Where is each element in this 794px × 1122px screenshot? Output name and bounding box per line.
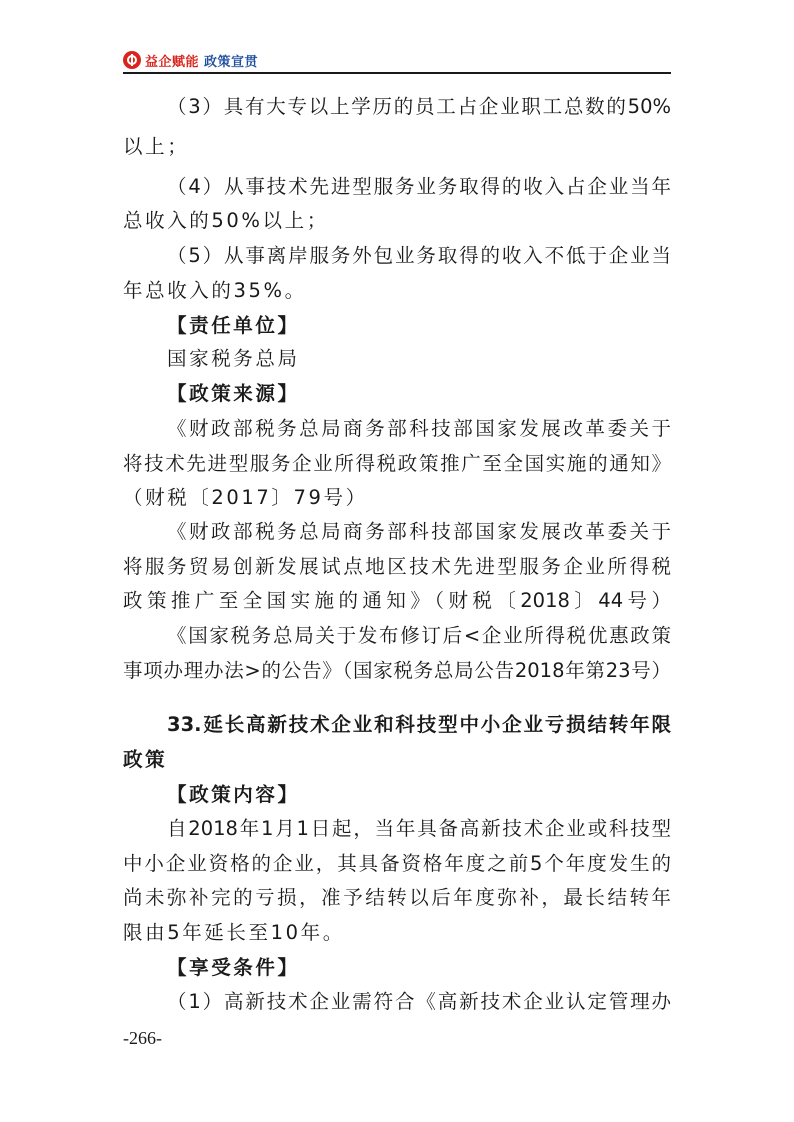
source-3-line-1: 《国家税务总局关于发布修订后<企业所得税优惠政策 bbox=[167, 624, 671, 647]
source-2-line-1: 《财政部税务总局商务部科技部国家发展改革委关于 bbox=[167, 520, 671, 543]
source-1-line-3: （财税〔2017〕79号） bbox=[123, 486, 368, 509]
condition-3-line-2: 以上； bbox=[123, 135, 190, 158]
source-1-line-1: 《财政部税务总局商务部科技部国家发展改革委关于 bbox=[167, 417, 671, 440]
policy-content-line-1: 自2018年1月1日起，当年具备高新技术企业或科技型 bbox=[167, 817, 671, 840]
source-2-line-2: 将服务贸易创新发展试点地区技术先进型服务企业所得税 bbox=[123, 555, 671, 578]
article-33-title-line-1: 33.延长高新技术企业和科技型中小企业亏损结转年限 bbox=[167, 713, 671, 736]
section-heading-policy-source: 【政策来源】 bbox=[167, 382, 300, 405]
section-heading-responsible-unit: 【责任单位】 bbox=[167, 314, 300, 337]
conditions-line-1: （1）高新技术企业需符合《高新技术企业认定管理办 bbox=[167, 990, 671, 1013]
logo-text-red: 益企赋能 bbox=[145, 54, 200, 70]
source-2-line-3: 政策推广至全国实施的通知》（财税〔2018〕44号） bbox=[123, 589, 671, 612]
brand-logo bbox=[123, 50, 258, 70]
logo-emblem-icon bbox=[123, 51, 141, 69]
source-3-line-2: 事项办理办法>的公告》（国家税务总局公告2018年第23号） bbox=[123, 659, 671, 682]
source-1-line-2: 将技术先进型服务企业所得税政策推广至全国实施的通知》 bbox=[123, 452, 671, 475]
condition-5-line-1: （5）从事离岸服务外包业务取得的收入不低于企业当 bbox=[167, 244, 671, 267]
condition-4-line-2: 总收入的50%以上； bbox=[123, 209, 329, 232]
condition-4-line-1: （4）从事技术先进型服务业务取得的收入占企业当年 bbox=[167, 175, 671, 198]
logo-text bbox=[145, 51, 258, 70]
page-header bbox=[123, 50, 671, 74]
policy-content-line-4: 限由5年延长至10年。 bbox=[123, 921, 345, 944]
header-divider bbox=[123, 72, 671, 74]
policy-content-line-3: 尚未弥补完的亏损，准予结转以后年度弥补，最长结转年 bbox=[123, 886, 671, 909]
section-heading-policy-content: 【政策内容】 bbox=[167, 783, 300, 806]
responsible-unit-text: 国家税务总局 bbox=[167, 347, 300, 370]
page-number: -266- bbox=[123, 1028, 162, 1048]
section-heading-conditions: 【享受条件】 bbox=[167, 956, 300, 979]
policy-content-line-2: 中小企业资格的企业，其具备资格年度之前5个年度发生的 bbox=[123, 852, 671, 875]
condition-5-line-2: 年总收入的35%。 bbox=[123, 279, 307, 302]
condition-3-line-1: （3）具有大专以上学历的员工占企业职工总数的50% bbox=[167, 95, 671, 118]
logo-text-blue: 政策宣贯 bbox=[204, 54, 259, 70]
article-33-title-line-2: 政策 bbox=[123, 748, 168, 771]
